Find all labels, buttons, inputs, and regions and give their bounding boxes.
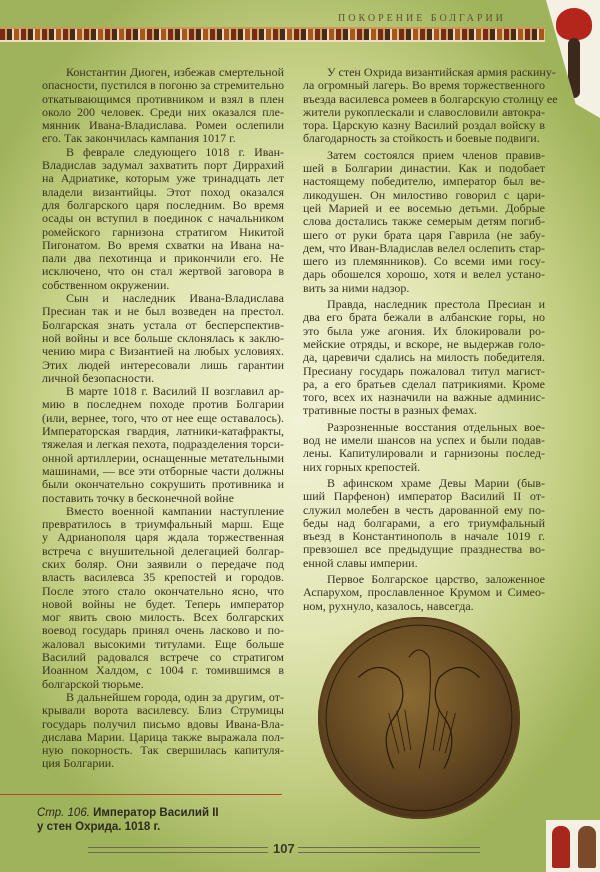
ornament-figure-icon	[578, 826, 596, 868]
text-line: мог явить свою милость. Всех болгарских	[42, 610, 284, 625]
text-line: ромейского гарнизона стратигом Никитой	[42, 224, 284, 239]
text-line: собственном окружении.	[42, 277, 170, 292]
text-line: осады он вступил в поединок с начальником	[42, 211, 284, 226]
text-line: Первое Болгарское царство, заложенное	[327, 571, 545, 586]
text-line: Правда, наследник престола Пресиан и	[327, 297, 545, 312]
text-line: ном, рухнуло, казалось, навсегда.	[303, 598, 474, 613]
text-line: для болгарского царя последним. Во время	[42, 197, 284, 212]
text-line: новой войны не будет. Теперь император	[42, 596, 284, 611]
paragraph	[303, 421, 545, 474]
text-line: После этого стало окончательно ясно, что	[42, 583, 284, 598]
text-line: ских боляр. Они заявили о передаче под	[42, 556, 284, 571]
text-line: это была уже агония. Их блокировали ро-	[303, 323, 545, 338]
text-line: Императорская гвардия, латники-катафракты,	[42, 424, 284, 439]
text-line: превратилось в триумфальный марш. Еще	[42, 517, 284, 532]
text-line: встреча с внушительной делегацией болгар-	[42, 543, 284, 558]
running-header: ПОКОРЕНИЕ БОЛГАРИИ	[338, 13, 506, 24]
text-line: откатывающимся противником и взял в плен	[42, 91, 284, 106]
text-line: В афинском храме Девы Марии (быв-	[327, 475, 545, 490]
text-line: цей Марией и ее восемью детьми. Добрые	[303, 200, 545, 215]
text-line: воевод государь принял очень ласково и по-	[42, 623, 284, 638]
paragraph	[303, 149, 545, 295]
paragraph	[42, 146, 284, 292]
text-line: Константин Диоген, избежав смертельной	[66, 65, 284, 79]
text-line: тративные посты в разных фемах.	[303, 403, 478, 418]
caption-reference: Стр. 106.	[37, 807, 90, 819]
text-line: ла огромный лагерь. Во время торжественного	[303, 78, 545, 93]
text-line: опасности, пустился в погоню за стремительно	[42, 78, 284, 93]
paragraph	[303, 298, 545, 418]
text-line: его. Так закончилась кампания 1017 г.	[42, 131, 236, 146]
text-line: настоящему победителю, император был ве-	[303, 174, 545, 189]
paragraph	[303, 573, 545, 613]
caption-line-2: у стен Охрида. 1018 г.	[37, 821, 161, 833]
ornament-figure-icon	[552, 826, 570, 868]
corner-ornament	[546, 820, 600, 872]
text-line: служил молебен в честь дарованной ему по-	[303, 502, 545, 517]
text-line: Пигонатом. Во время схватки на Ивана на-	[42, 237, 284, 252]
ornament-icon	[568, 38, 580, 98]
text-line: вить за ними надзор.	[303, 280, 410, 295]
text-line: Пресиан так и не был возведен на престол.	[42, 304, 284, 319]
text-line: въезд в Константинополь в начале 1019 г.	[303, 529, 545, 544]
text-line: Вместо военной кампании наступление	[66, 503, 284, 518]
text-line: мейские отряды, и вскоре, не выдержав голо-	[303, 336, 545, 351]
text-line: мянник Ивана-Владислава. Ромеи ослепили	[42, 118, 284, 133]
text-line: да, царевичи сдались на милость победителя.	[303, 350, 545, 365]
footer-double-rule	[88, 847, 268, 853]
text-line: крывали ворота василевсу. Близ Струмицы	[42, 703, 284, 718]
ornamental-border	[0, 27, 545, 42]
text-line: у Адрианополя царя ждала торжественная	[42, 530, 284, 545]
paragraph	[303, 477, 545, 570]
right-text-column	[303, 65, 558, 616]
text-line: лены. Капитулировали и гарнизоны послед-	[303, 446, 545, 461]
text-line: ший Парфенон) император Василий II от-	[303, 489, 545, 504]
paragraph	[303, 65, 558, 146]
text-line: исключено, что он стал жертвой заговора в	[42, 264, 284, 279]
page-number: 107	[273, 841, 295, 856]
ornament-icon	[556, 8, 592, 40]
text-line: на Адриатике, которым уже тринадцать лет	[42, 171, 284, 186]
text-line: Аспарухом, прославленное Крумом и Симео-	[303, 585, 545, 600]
text-line: Пресиану государь пожаловал титул магист-	[303, 363, 545, 378]
text-line: В марте 1018 г. Василий II возглавил ар-	[66, 384, 284, 399]
left-text-column	[42, 66, 284, 771]
text-line: ция Болгарии.	[42, 756, 115, 771]
text-line: Владислав задумал захватить порт Диррахий	[42, 158, 284, 173]
text-line: въезда василевса ромеев в болгарскую столицу ее	[303, 91, 558, 106]
text-line: превзошел все предыдущие празднества во-	[303, 542, 545, 557]
caption-divider	[0, 794, 282, 795]
text-line: онной артиллерии, оснащенные метательными	[42, 450, 284, 465]
text-line: Сын и наследник Ивана-Владислава	[66, 291, 284, 306]
text-line: дарь обошелся хорошо, хотя и велел устано-	[303, 267, 545, 282]
text-line: (или, вернее, того, что от нее еще оставалось).	[42, 410, 284, 425]
text-line: власть василевса 35 крепостей и городов.	[42, 570, 284, 585]
medallion-image	[318, 617, 520, 819]
text-line: поставить точку в бесконечной войне	[42, 490, 234, 505]
paragraph	[42, 292, 284, 385]
text-line: дислава Марии. Царица также выражала пол-	[42, 729, 284, 744]
text-line: Затем состоялся прием членов правив-	[327, 147, 545, 162]
text-line: слова достались также семерым детям погиб-	[303, 214, 545, 229]
paragraph	[42, 385, 284, 505]
text-line: Василий радовался встрече со стратигом	[42, 650, 284, 665]
text-line: В феврале следующего 1018 г. Иван-	[66, 144, 284, 159]
text-line: жаловал высокими титулами. Еще больше	[42, 636, 284, 651]
text-line: ликодушен. Он милостиво говорил с цари-	[303, 187, 545, 202]
text-line: ра, а его братьев сделал патрикиями. Кроме	[303, 376, 545, 391]
text-line: У стен Охрида византийская армия раскину-	[327, 65, 556, 79]
text-line: были окончательно сокрушить противника и	[42, 477, 284, 492]
text-line: них горных крепостей.	[303, 459, 421, 474]
footer-double-rule	[298, 847, 480, 853]
text-line: енной славы империи.	[303, 555, 418, 570]
text-line: того, всех их назначили на важные админис-	[303, 390, 545, 405]
caption-line-1: Император Василий II	[93, 807, 219, 819]
medallion-engraving	[318, 617, 520, 819]
text-line: шего из племянников). Со всеми ими госу-	[303, 254, 545, 269]
text-line: владели византийцы. Этот поход оказался	[42, 184, 284, 199]
text-line: ной войны и все больше склонялась к заклю-	[42, 330, 284, 345]
text-line: тяжелая и легкая пехота, подразделения торси-	[42, 437, 284, 452]
text-line: чению мира с Византией на любых условиях.	[42, 344, 284, 359]
text-line: шей в Болгарии династии. Как и подобает	[303, 161, 545, 176]
text-line: ную покорность. Так свершилась капитуля-	[42, 743, 284, 758]
text-line: пали два пехотинца и прикончили его. Не	[42, 251, 284, 266]
text-line: вод не имели шансов на успех и были подав-	[303, 433, 545, 448]
text-line: два его брата бежали в албанские горы, но	[303, 310, 545, 325]
text-line: шего от руки брата царя Гаврила (не забу-	[303, 227, 545, 242]
text-line: беды над болгарами, а его триумфальный	[303, 515, 545, 530]
text-line: Болгарская знать устала от бесперспектив-	[42, 317, 284, 332]
text-line: болгарской тюрьме.	[42, 676, 144, 691]
paragraph	[42, 691, 284, 771]
text-line: около 200 человек. Среди них оказался пле-	[42, 104, 284, 119]
text-line: благодарность за стойкость и боевые подвиги.	[303, 131, 540, 146]
text-line: машинами, — все эти отборные части должны	[42, 463, 284, 478]
text-line: Этих людей интересовали лишь гарантии	[42, 357, 284, 372]
figure-caption	[37, 806, 219, 834]
text-line: В дальнейшем города, один за другим, от-	[66, 689, 284, 704]
text-line: государь получил письмо вдовы Ивана-Вла-	[42, 716, 284, 731]
text-line: Иоанном Халдом, с 1004 г. томившимся в	[42, 663, 284, 678]
text-line: дем, что Иван-Владислав велел ослепить стар-	[303, 240, 545, 255]
paragraph	[42, 505, 284, 691]
page-footer	[88, 843, 480, 857]
text-line: жители рукоплескали и славословили автокра-	[303, 104, 545, 119]
text-line: личной безопасности.	[42, 370, 155, 385]
text-line: мию в последнем походе против Болгарии	[42, 397, 284, 412]
text-line: тора. Царскую казну Василий роздал войску в	[303, 118, 545, 133]
text-line: Разрозненные восстания отдельных вое-	[327, 419, 545, 434]
paragraph	[42, 66, 284, 146]
